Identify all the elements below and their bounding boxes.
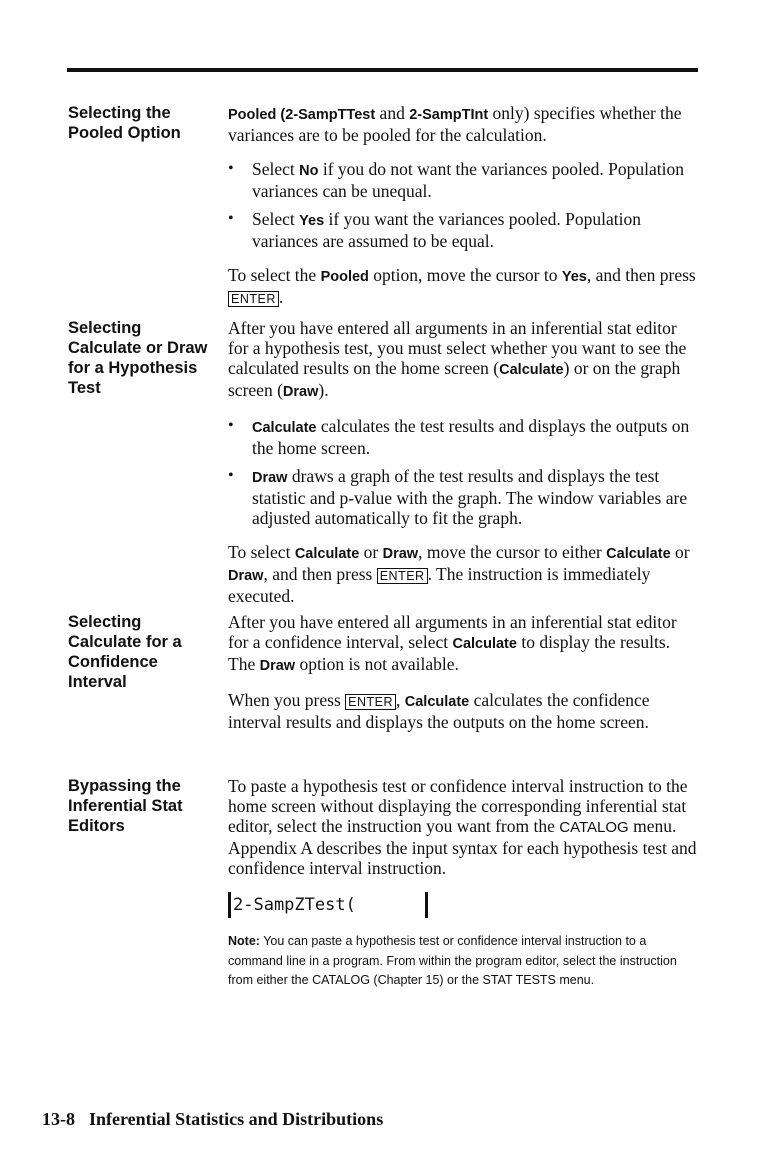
section-body [228,776,698,991]
paragraph: After you have entered all arguments in an inferential stat editor for a confidence interval, select Calculate to display the results. The Draw option is not available. [228,612,677,674]
paragraph: To select Calculate or Draw, move the cursor to either Calculate or Draw, and then press ENTER . The instruction is immediately executed. [228,542,690,606]
bullet-list [228,159,698,251]
enter-key: ENTER [377,568,428,584]
paragraph: To select the Pooled option, move the cursor to Yes, and then press ENTER . [228,265,696,307]
chapter-title: Inferential Statistics and Distributions [89,1109,384,1129]
calculator-screen: 2-SampZTest( [228,892,428,918]
page-footer [42,1109,383,1130]
section-body [228,318,698,620]
list-item: • Select Yes if you want the variances pooled. Population variances are assumed to be equal. [228,209,698,251]
list-item: • Calculate calculates the test results and displays the outputs on the home screen. [228,416,698,458]
paragraph: Pooled (2-SampTTest and 2-SampTInt only) specifies whether the variances are to be pooled for the calculation. [228,103,682,145]
section-body [228,612,698,746]
top-rule [67,68,698,72]
bullet-list [228,416,698,528]
enter-key: ENTER [228,291,279,307]
list-item: • Select No if you do not want the variances pooled. Population variances can be unequal. [228,159,698,201]
page-number: 13-8 [42,1109,75,1129]
section-heading: Selecting the Pooled Option [68,104,181,142]
enter-key: ENTER [345,694,396,710]
paragraph: When you press ENTER , Calculate calculates the confidence interval results and displays the outputs on the home screen. [228,690,650,732]
paragraph: To paste a hypothesis test or confidence interval instruction to the home screen without displaying the corresponding inferential stat editor, select the instruction you want from the CATALOG menu. Appendix A describes the input syntax for each hypothesis test and confidence interval instruction. [228,776,697,878]
paragraph: After you have entered all arguments in an inferential stat editor for a hypothesis test, you must select whether you want to see the calculated results on the home screen (Calculate) or on the graph screen (Draw). [228,318,687,400]
note: Note: You can paste a hypothesis test or confidence interval instruction to a command line in a program. From within the program editor, select the instruction from either the CATALOG (Chapter 15) or the STAT TESTS menu. [228,934,677,987]
section-heading: Bypassing the Inferential Stat Editors [68,777,183,835]
list-item: • Draw draws a graph of the test results and displays the test statistic and p-value with the graph. The window variables are adjusted automatically to fit the graph. [228,466,698,528]
section-body [228,103,698,323]
section-heading: Selecting Calculate for a Confidence Interval [68,613,182,691]
section-heading: Selecting Calculate or Draw for a Hypothesis Test [68,319,208,397]
